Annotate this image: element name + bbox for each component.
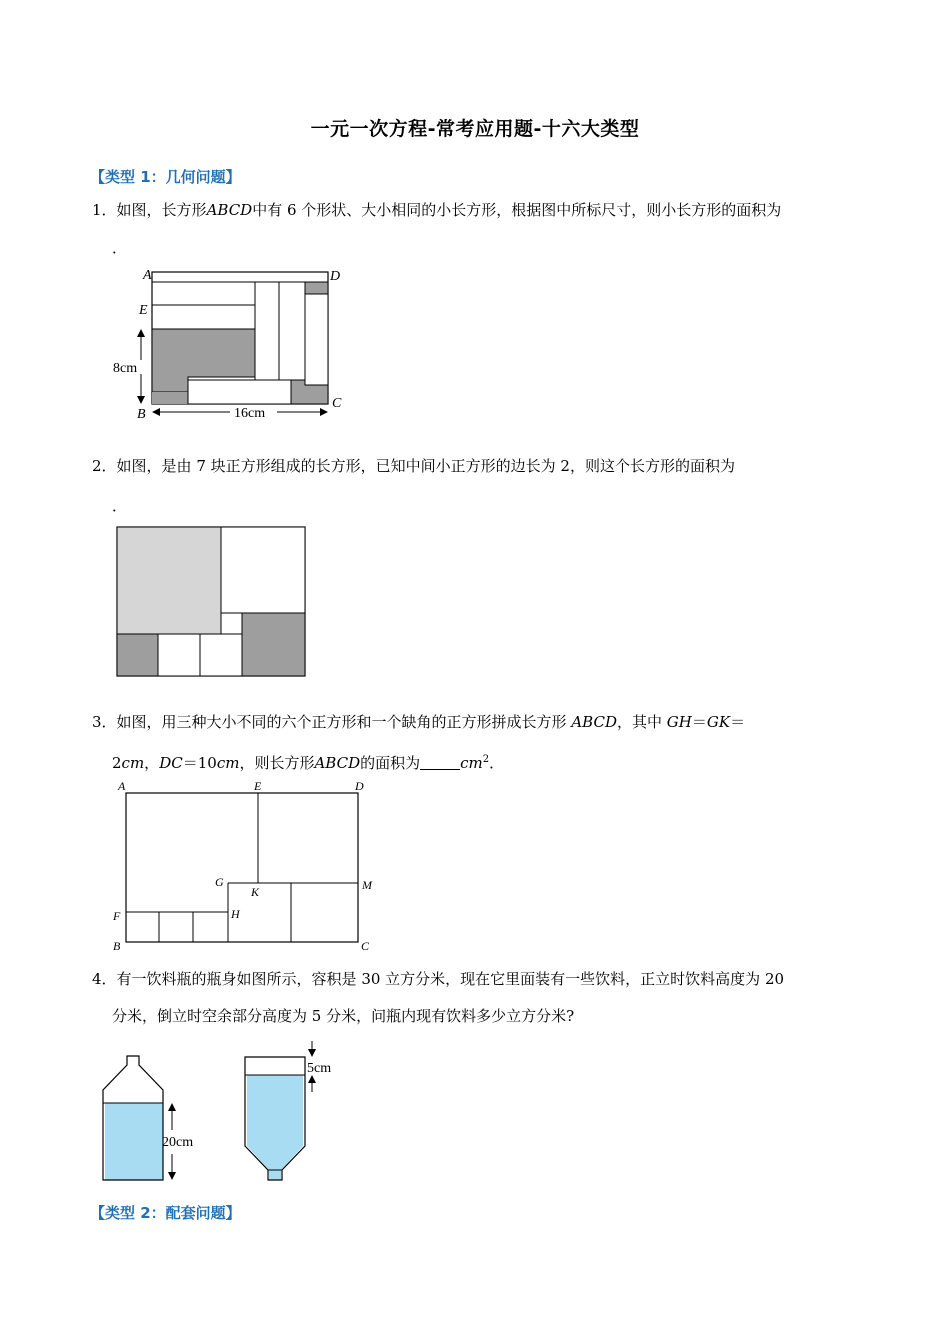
- section-heading-geometry: 【类型 1：几何问题】: [90, 168, 241, 186]
- q3-label-h: H: [231, 907, 240, 921]
- question-3-number: 3．: [92, 713, 117, 731]
- q3-label-a: A: [118, 779, 126, 793]
- q1-label-c: C: [332, 396, 342, 411]
- question-2-text: 2．如图，是由 7 块正方形组成的长方形，已知中间小正方形的边长为 2，则这个长方形的面积为: [92, 457, 735, 475]
- q1-width-label: 16cm: [234, 406, 266, 421]
- q3-label-e: E: [254, 779, 262, 793]
- question-2-tail: ．: [112, 497, 128, 515]
- question-3-text-line2: 2cm，DC＝10cm，则长方形ABCD的面积为 $cm^2$．: [112, 754, 505, 772]
- question-1-number: 1．: [92, 201, 117, 219]
- question-1-figure: [105, 262, 345, 424]
- q1-label-b: B: [137, 407, 146, 422]
- question-1-tail: ．: [112, 239, 128, 257]
- question-3-text-line1: 3．如图，用三种大小不同的六个正方形和一个缺角的正方形拼成长方形 ABCD，其中 GH＝GK＝: [92, 713, 746, 731]
- question-2-number: 2．: [92, 457, 117, 475]
- q3-label-m: M: [362, 878, 372, 892]
- q3-label-d: D: [355, 779, 364, 793]
- q4-upright-label: 20cm: [162, 1135, 194, 1150]
- question-1-text: 1．如图，长方形ABCD中有 6 个形状、大小相同的小长方形，根据图中所标尺寸，则小长方形的面积为: [92, 201, 782, 219]
- section-heading-matching: 【类型 2：配套问题】: [90, 1204, 241, 1222]
- question-4-number: 4．: [92, 970, 117, 988]
- q3-label-c: C: [361, 939, 370, 953]
- answer-blank[interactable]: [420, 755, 460, 770]
- q3-label-k: K: [251, 885, 260, 899]
- q3-label-g: G: [215, 875, 224, 889]
- q1-height-label: 8cm: [113, 361, 138, 376]
- page-title: 一元一次方程-常考应用题-十六大类型: [310, 118, 640, 140]
- q3-label-b: B: [113, 939, 121, 953]
- question-2-figure: [116, 526, 308, 678]
- q1-label-a: A: [143, 268, 152, 283]
- question-4-text-line1: 4．有一饮料瓶的瓶身如图所示，容积是 30 立方分米，现在它里面装有一些饮料，正立时饮料高度为 20: [92, 970, 785, 988]
- question-4-figure: [96, 1036, 346, 1186]
- question-3-figure: [108, 778, 378, 954]
- question-4-text-line2: 分米，倒立时空余部分高度为 5 分米，问瓶内现有饮料多少立方分米?: [112, 1007, 575, 1025]
- q1-label-d: D: [330, 269, 341, 284]
- q1-label-e: E: [139, 303, 148, 318]
- q3-label-f: F: [113, 909, 121, 923]
- q4-inverted-label: 5cm: [307, 1061, 332, 1076]
